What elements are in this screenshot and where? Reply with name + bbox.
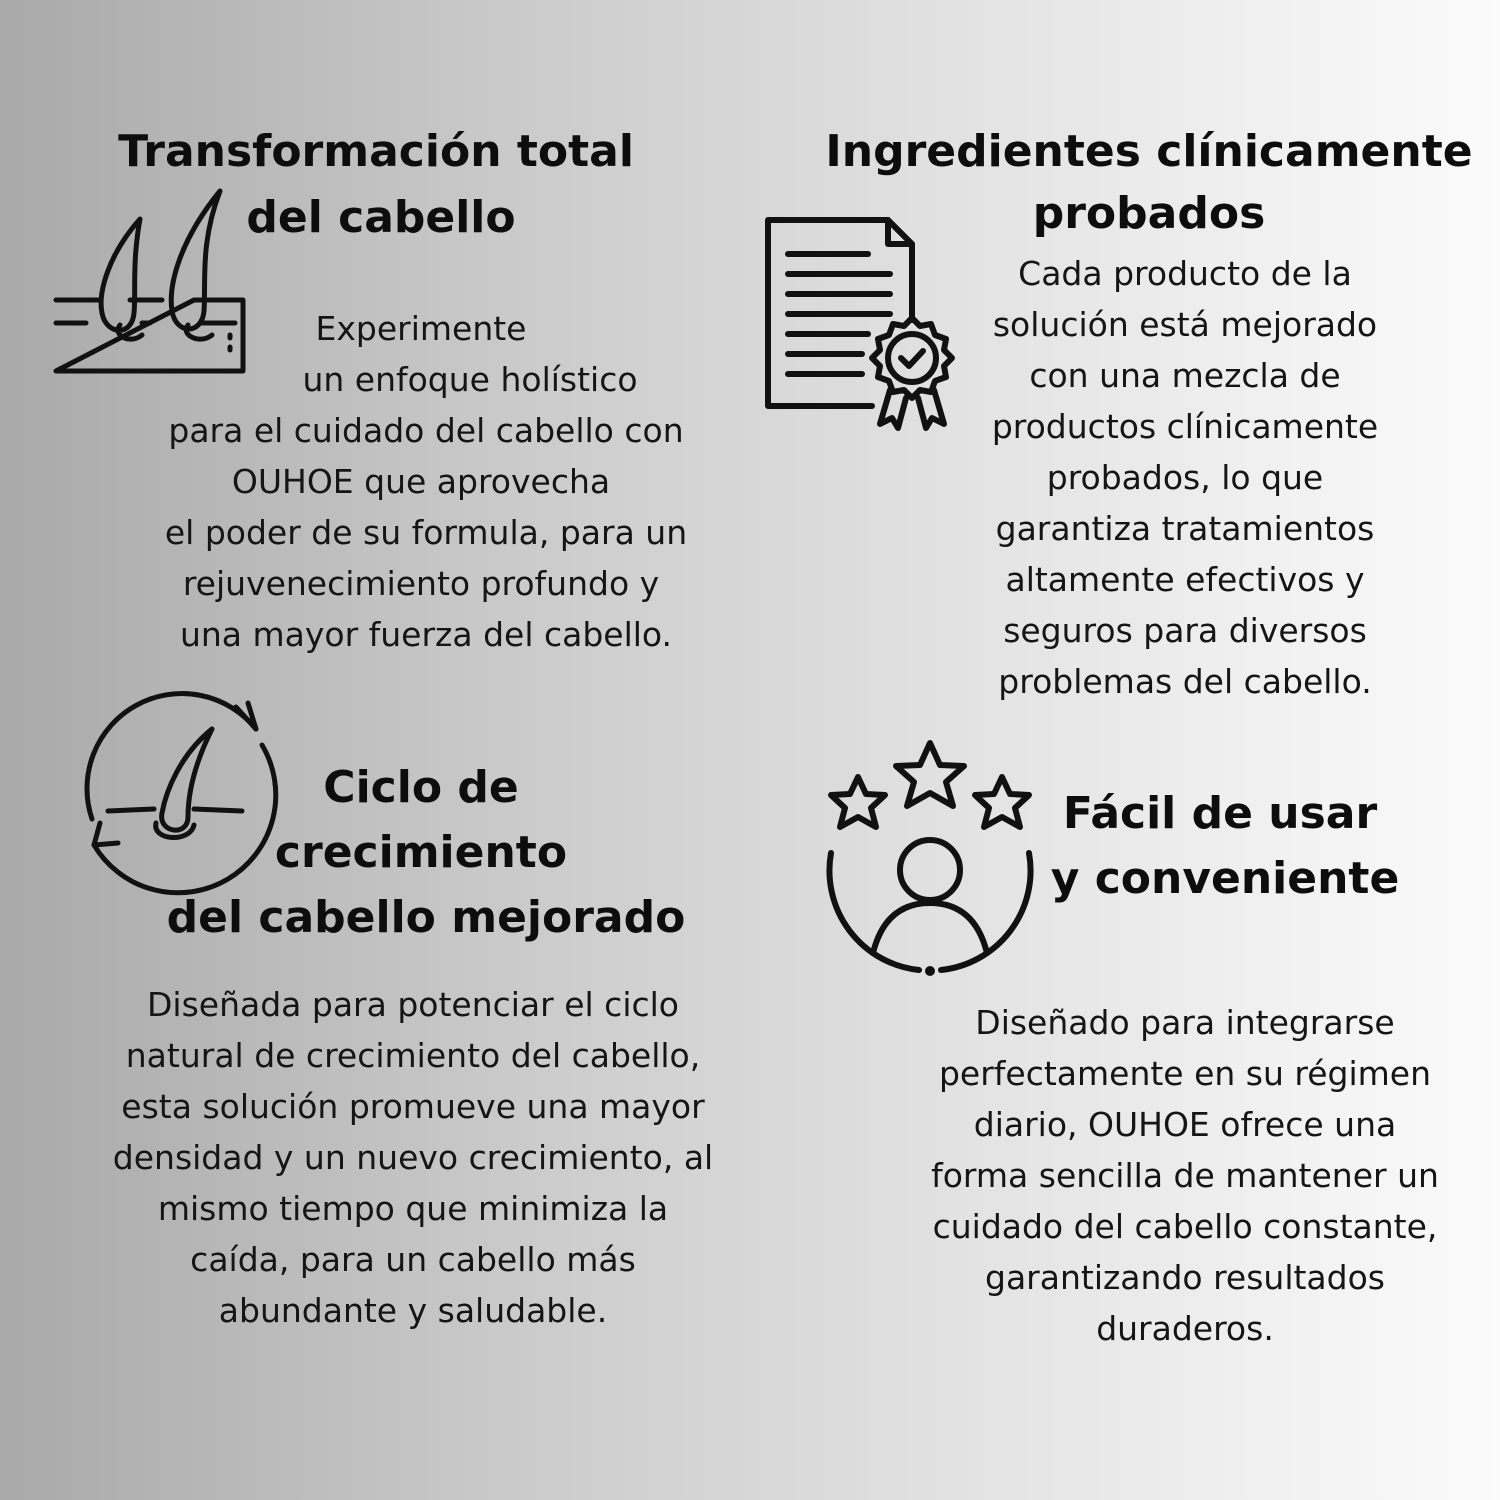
section-3-body-line-3: esta solución promueve una mayor xyxy=(121,1087,705,1126)
section-1-body-line-1: Experimente xyxy=(315,309,527,348)
section-3-body-line-6: caída, para un cabello más xyxy=(190,1240,636,1279)
section-3-body-line-2: natural de crecimiento del cabello, xyxy=(125,1036,701,1075)
section-1-title-line-2: del cabello xyxy=(246,192,516,243)
section-2-body-line-4: productos clínicamente xyxy=(991,407,1379,446)
section-3-body-line-4: densidad y un nuevo crecimiento, al xyxy=(112,1138,714,1177)
section-4-body-line-7: duraderos. xyxy=(1096,1309,1274,1348)
section-2-body-line-8: seguros para diversos xyxy=(1003,611,1367,650)
user-rating-stars-icon xyxy=(815,735,1045,980)
section-1-body-line-6: rejuvenecimiento profundo y xyxy=(182,564,660,603)
section-1-body-line-4: OUHOE que aprovecha xyxy=(231,462,611,501)
section-4-body-line-4: forma sencilla de mantener un xyxy=(931,1156,1439,1195)
section-3-body-line-7: abundante y saludable. xyxy=(218,1291,608,1330)
section-3-title-line-1: Ciclo de xyxy=(323,762,519,813)
section-1-body-line-5: el poder de su formula, para un xyxy=(164,513,688,552)
section-2-body-line-2: solución está mejorado xyxy=(992,305,1378,344)
section-4-body-line-1: Diseñado para integrarse xyxy=(975,1003,1395,1042)
section-4-title-line-1: Fácil de usar xyxy=(1062,788,1378,839)
section-4-body-line-2: perfectamente en su régimen xyxy=(938,1054,1432,1093)
section-3-body-line-5: mismo tiempo que minimiza la xyxy=(157,1189,669,1228)
section-2-body-line-3: con una mezcla de xyxy=(1029,356,1341,395)
section-4-title-line-2: y conveniente xyxy=(1050,853,1400,904)
section-2-title-line-1: Ingredientes clínicamente xyxy=(825,126,1473,177)
section-2-body-line-5: probados, lo que xyxy=(1046,458,1324,497)
section-1-body-line-2: un enfoque holístico xyxy=(302,360,638,399)
section-3-body-line-1: Diseñada para potenciar el ciclo xyxy=(147,985,679,1024)
section-2-body-line-1: Cada producto de la xyxy=(1018,254,1352,293)
section-4-body-line-5: cuidado del cabello constante, xyxy=(932,1207,1438,1246)
section-2-title-line-2: probados xyxy=(1032,188,1266,239)
section-3-title-line-2: crecimiento xyxy=(274,827,568,878)
section-2-body-line-7: altamente efectivos y xyxy=(1005,560,1365,599)
section-1-title-line-1: Transformación total xyxy=(118,126,634,177)
section-3-title-line-3: del cabello mejorado xyxy=(166,892,686,943)
section-4-body-line-6: garantizando resultados xyxy=(985,1258,1385,1297)
hair-growth-cycle-icon xyxy=(70,683,280,893)
section-4-body-line-3: diario, OUHOE ofrece una xyxy=(973,1105,1397,1144)
section-2-body-line-9: problemas del cabello. xyxy=(998,662,1372,701)
section-1-body-line-3: para el cuidado del cabello con xyxy=(168,411,684,450)
section-1-body-line-7: una mayor fuerza del cabello. xyxy=(179,615,673,654)
hair-follicle-icon xyxy=(50,185,250,380)
section-2-body-line-6: garantiza tratamientos xyxy=(995,509,1375,548)
certified-document-icon xyxy=(760,210,960,440)
